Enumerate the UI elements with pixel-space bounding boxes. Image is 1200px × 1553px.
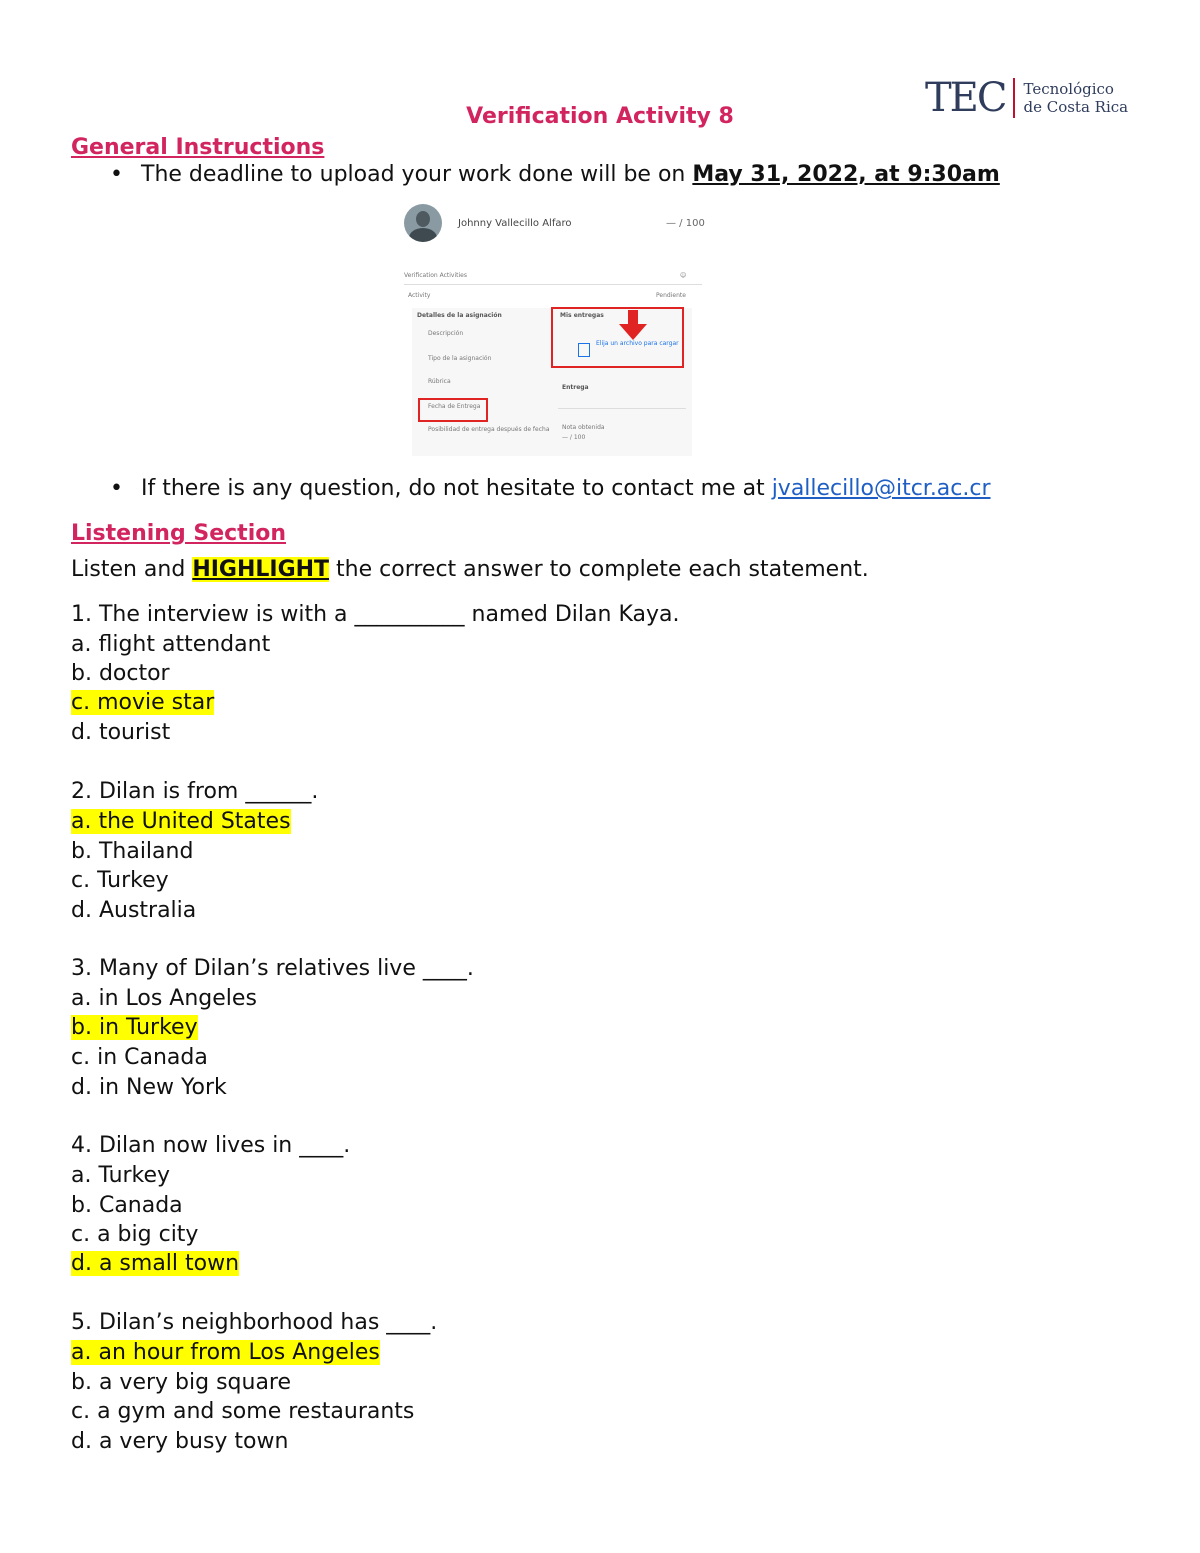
grade-label: Nota obtenida xyxy=(562,424,605,431)
details-heading: Detalles de la asignación xyxy=(417,312,502,319)
screenshot-status: Pendiente xyxy=(656,292,686,299)
divider xyxy=(404,284,702,285)
general-instructions-heading: General Instructions xyxy=(71,135,325,160)
due-label: Fecha de Entrega xyxy=(428,403,481,410)
answer-option: b. in Turkey xyxy=(71,1015,198,1040)
answer-option: d. tourist xyxy=(71,720,171,745)
question-prompt: 5. Dilan’s neighborhood has ____. xyxy=(71,1310,438,1335)
answer-option: b. a very big square xyxy=(71,1370,292,1395)
answer-option: d. Australia xyxy=(71,898,197,923)
instruction-highlight: HIGHLIGHT xyxy=(192,557,330,582)
question-prompt: 1. The interview is with a __________ named Dilan Kaya. xyxy=(71,602,680,627)
deadline-date: May 31, 2022, at 9:30am xyxy=(692,162,1000,187)
listening-section-heading: Listening Section xyxy=(71,521,287,546)
listening-instruction xyxy=(71,555,869,585)
answer-option: a. in Los Angeles xyxy=(71,986,257,1011)
screenshot-tab: Activity xyxy=(408,292,431,299)
work-heading: Mis entregas xyxy=(560,312,604,319)
instruction-after: the correct answer to complete each statement. xyxy=(329,557,869,582)
submission-screenshot xyxy=(400,198,706,460)
deadline-lead: The deadline to upload your work done will be on xyxy=(141,162,693,187)
answer-option: c. a gym and some restaurants xyxy=(71,1399,415,1424)
page-title: Verification Activity 8 xyxy=(466,104,734,129)
answer-option: c. Turkey xyxy=(71,868,169,893)
late-label: Posibilidad de entrega después de fecha xyxy=(428,426,550,433)
answer-option: b. Thailand xyxy=(71,839,194,864)
contact-text xyxy=(141,476,991,501)
rubric-label: Rúbrica xyxy=(428,378,451,385)
bullet-dot: • xyxy=(110,476,123,501)
answer-option: d. in New York xyxy=(71,1075,227,1100)
answer-option: c. a big city xyxy=(71,1222,199,1247)
grade-value: — / 100 xyxy=(562,434,586,441)
bullet-dot: • xyxy=(110,162,123,187)
question-prompt: 2. Dilan is from ______. xyxy=(71,779,319,804)
answer-option: a. an hour from Los Angeles xyxy=(71,1340,380,1365)
screenshot-status-icon: ☺ xyxy=(680,272,687,279)
instruction-before: Listen and xyxy=(71,557,193,582)
type-label: Tipo de la asignación xyxy=(428,355,492,362)
screenshot-score: — / 100 xyxy=(666,218,705,229)
deadline-text xyxy=(141,162,1000,187)
answer-option: a. the United States xyxy=(71,809,291,834)
answer-option: b. doctor xyxy=(71,661,170,686)
logo-name-line2: de Costa Rica xyxy=(1023,98,1129,116)
down-arrow-icon xyxy=(619,310,647,340)
email-link[interactable]: jvallecillo@itcr.ac.cr xyxy=(771,476,991,501)
document-icon xyxy=(578,343,590,357)
avatar xyxy=(404,204,442,242)
answer-option: a. Turkey xyxy=(71,1163,171,1188)
divider xyxy=(558,408,686,409)
answer-option: b. Canada xyxy=(71,1193,183,1218)
upload-link[interactable]: Elija un archivo para cargar xyxy=(596,340,679,347)
answer-option: c. movie star xyxy=(71,690,215,715)
question-prompt: 3. Many of Dilan’s relatives live ____. xyxy=(71,956,474,981)
logo-name-line1: Tecnológico xyxy=(1023,80,1114,98)
upload-highlight-box xyxy=(551,307,684,368)
contact-lead: If there is any question, do not hesitate to contact me at xyxy=(141,476,772,501)
due-date-highlight-box xyxy=(418,398,488,422)
answer-option: d. a small town xyxy=(71,1251,240,1276)
answer-option: a. flight attendant xyxy=(71,632,271,657)
answer-option: d. a very busy town xyxy=(71,1429,289,1454)
answer-option: c. in Canada xyxy=(71,1045,208,1070)
delivery-label: Entrega xyxy=(562,384,589,391)
screenshot-user-name: Johnny Vallecillo Alfaro xyxy=(458,218,572,229)
question-prompt: 4. Dilan now lives in ____. xyxy=(71,1133,351,1158)
logo-mark: TEC xyxy=(925,75,1006,121)
description-label: Descripción xyxy=(428,330,464,337)
screenshot-section: Verification Activities xyxy=(404,272,467,279)
